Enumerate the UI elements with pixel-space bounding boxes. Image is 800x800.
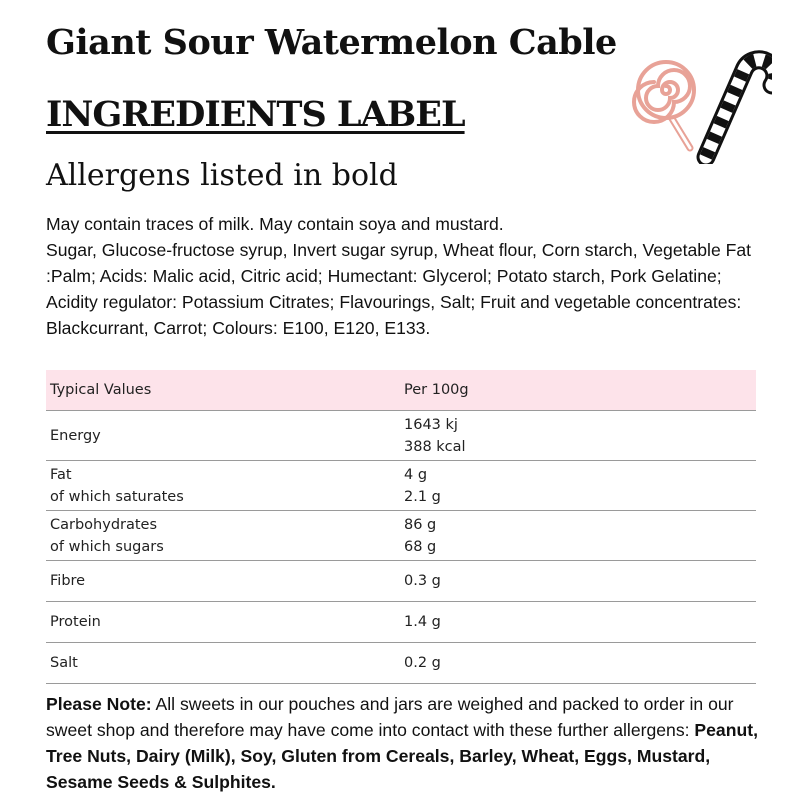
nutrient-value-line: 4 g bbox=[404, 466, 428, 483]
lollipop-icon bbox=[634, 62, 694, 148]
candy-cane-icon bbox=[706, 60, 772, 157]
nutrient-value-line: 2.1 g bbox=[404, 488, 441, 505]
nutrient-label-line: of which saturates bbox=[50, 488, 184, 505]
nutrient-value bbox=[400, 511, 756, 561]
table-row bbox=[46, 643, 756, 684]
nutrient-label-line: Energy bbox=[50, 427, 101, 444]
ingredients-label-heading: INGREDIENTS LABEL bbox=[46, 94, 465, 135]
table-row bbox=[46, 511, 756, 561]
nutrient-label-line: of which sugars bbox=[50, 538, 164, 555]
nutrient-value bbox=[400, 461, 756, 511]
please-note-label: Please Note: bbox=[46, 694, 152, 714]
ingredients-section bbox=[46, 211, 766, 341]
nutrient-value-line: 68 g bbox=[404, 538, 437, 555]
table-row bbox=[46, 602, 756, 643]
table-row bbox=[46, 461, 756, 511]
nutrient-value-line: 1643 kj bbox=[404, 416, 458, 433]
header-per-100g: Per 100g bbox=[400, 370, 756, 411]
nutrient-value: 0.3 g bbox=[400, 561, 756, 602]
nutrient-label bbox=[46, 511, 400, 561]
nutrition-header-row bbox=[46, 370, 756, 411]
table-row bbox=[46, 561, 756, 602]
nutrient-value: 0.2 g bbox=[400, 643, 756, 684]
nutrient-label: Fibre bbox=[46, 561, 400, 602]
nutrient-label-line: Fat bbox=[50, 466, 72, 483]
nutrient-label bbox=[46, 411, 400, 461]
sweets-illustration bbox=[632, 30, 772, 164]
may-contain-text: May contain traces of milk. May contain soya and mustard. bbox=[46, 214, 504, 234]
nutrient-value-line: 86 g bbox=[404, 516, 437, 533]
header-typical-values: Typical Values bbox=[46, 370, 400, 411]
product-title: Giant Sour Watermelon Cable bbox=[46, 22, 617, 63]
ingredients-list: Sugar, Glucose-fructose syrup, Invert sugar syrup, Wheat flour, Corn starch, Vegetable Fat :Palm; Acids: Malic acid, Citric acid; Humectant: Glycerol; Potato starch, Pork Gelatine; Acidity regulator: Potassium Citrates; Flavourings, Salt; Fruit and vegetable concentrates: Blackcurrant, Carrot; Colours: E100, E120, E133. bbox=[46, 240, 752, 338]
further-allergens-list: Peanut, Tree Nuts, Dairy (Milk), Soy, Gluten from Cereals, Barley, Wheat, Eggs, Mustard, Sesame Seeds & Sulphites. bbox=[46, 720, 758, 792]
nutrient-value bbox=[400, 411, 756, 461]
nutrient-label: Salt bbox=[46, 643, 400, 684]
nutrient-label bbox=[46, 461, 400, 511]
nutrient-label: Protein bbox=[46, 602, 400, 643]
nutrition-table bbox=[46, 370, 756, 684]
allergens-subheading: Allergens listed in bold bbox=[46, 158, 398, 193]
please-note-text: All sweets in our pouches and jars are weighed and packed to order in our sweet shop and therefore may have come into contact with these further allergens: bbox=[46, 694, 734, 740]
nutrient-value-line: 388 kcal bbox=[404, 438, 466, 455]
nutrient-label-line: Carbohydrates bbox=[50, 516, 158, 533]
nutrient-value: 1.4 g bbox=[400, 602, 756, 643]
please-note-section bbox=[46, 691, 766, 795]
table-row bbox=[46, 411, 756, 461]
